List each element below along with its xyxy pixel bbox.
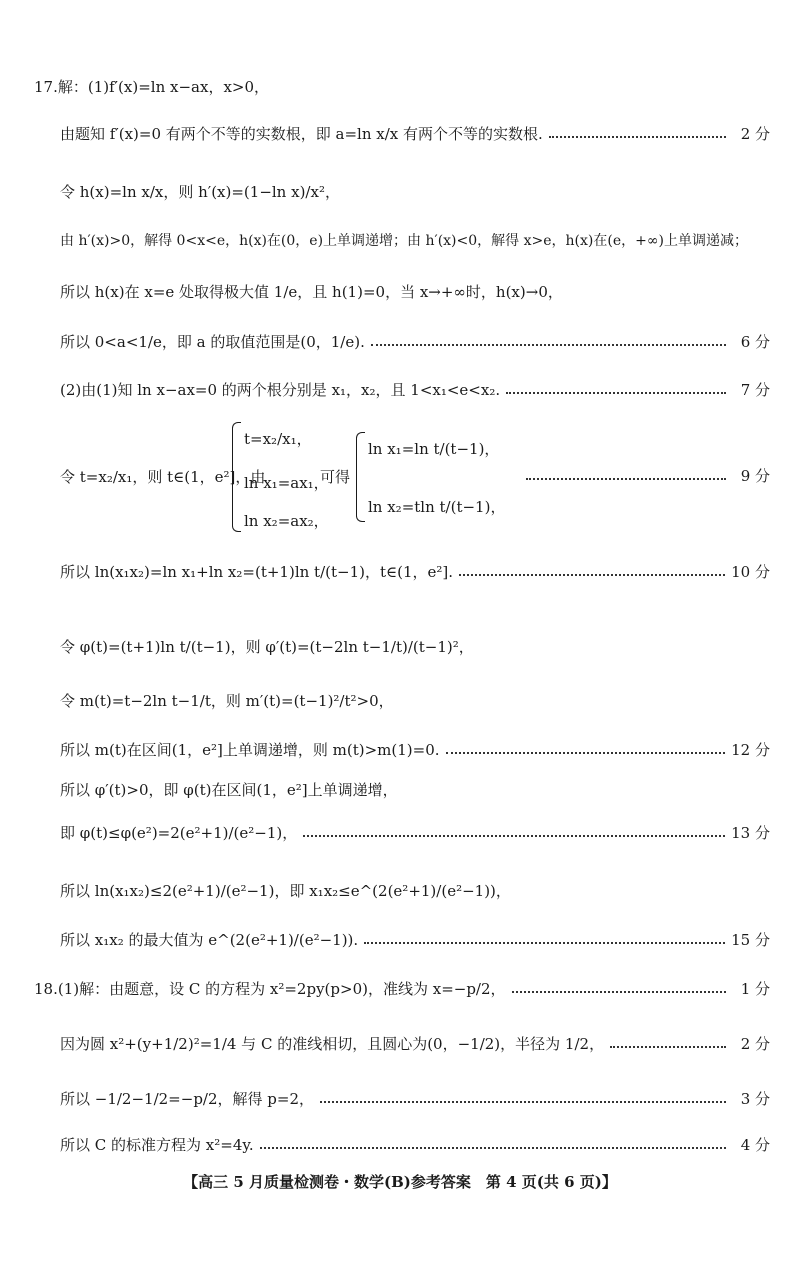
score-label: 2 分	[740, 1035, 770, 1053]
solution-line	[60, 381, 770, 399]
line-text: 所以 0<a<1/e，即 a 的取值范围是(0，1/e).	[60, 333, 365, 351]
left-brace	[232, 422, 241, 532]
system-case: ln x₂=tln t/(t−1)，	[368, 498, 506, 516]
solution-line	[60, 1035, 770, 1053]
line-text: 由题知 f′(x)=0 有两个不等的实数根，即 a=ln x/x 有两个不等的实数根.	[60, 125, 543, 143]
solution-line	[60, 1090, 770, 1108]
system-score-row	[520, 465, 770, 486]
system-case: ln x₂=ax₂，	[244, 512, 329, 530]
leader-dots	[506, 392, 726, 394]
line-text: 所以 x₁x₂ 的最大值为 e^(2(e²+1)/(e²−1)).	[60, 931, 359, 949]
score-label: 9 分	[740, 467, 770, 485]
leader-dots	[364, 942, 725, 944]
line-text: 即 φ(t)≤φ(e²)=2(e²+1)/(e²−1)，	[60, 824, 298, 842]
line-text: (2)由(1)知 ln x−ax=0 的两个根分别是 x₁，x₂，且 1<x₁<e<x₂.	[60, 381, 501, 399]
solution-line	[60, 283, 770, 301]
line-text: 令 h(x)=ln x/x，则 h′(x)=(1−ln x)/x²，	[60, 183, 340, 201]
solution-line	[60, 333, 770, 351]
equation-system	[60, 420, 770, 535]
line-text: 所以 ln(x₁x₂)≤2(e²+1)/(e²−1)，即 x₁x₂≤e^(2(e²+1)/(e²−1))，	[60, 882, 511, 900]
leader-dots	[610, 1046, 726, 1048]
line-text: 所以 φ′(t)>0，即 φ(t)在区间(1，e²]上单调递增，	[60, 781, 398, 799]
line-text: 所以 h(x)在 x=e 处取得极大值 1/e，且 h(1)=0，当 x→+∞时，h(x)→0，	[60, 283, 563, 301]
leader-dots	[260, 1147, 726, 1149]
score-label: 2 分	[740, 125, 770, 143]
score-label: 15 分	[731, 931, 770, 949]
leader-dots	[459, 574, 725, 576]
system-case: ln x₁=ln t/(t−1)，	[368, 440, 500, 458]
line-text: 17.解：(1)f′(x)=ln x−ax，x>0，	[34, 78, 270, 96]
score-label: 7 分	[740, 381, 770, 399]
score-label: 6 分	[740, 333, 770, 351]
line-text: 所以 C 的标准方程为 x²=4y.	[60, 1136, 254, 1154]
line-text: 所以 −1/2−1/2=−p/2，解得 p=2，	[60, 1090, 315, 1108]
leader-dots	[549, 136, 726, 138]
solution-line	[60, 882, 770, 900]
line-text: 由 h′(x)>0，解得 0<x<e，h(x)在(0，e)上单调递增；由 h′(x)<0，解得 x>e，h(x)在(e，+∞)上单调递减；	[60, 233, 748, 249]
solution-line	[60, 638, 770, 656]
leader-dots	[512, 991, 726, 993]
solution-line	[60, 1136, 770, 1154]
score-label: 3 分	[740, 1090, 770, 1108]
leader-dots	[446, 752, 726, 754]
score-label: 13 分	[731, 824, 770, 842]
leader-dots	[371, 344, 726, 346]
solution-line	[60, 563, 770, 581]
line-text: 18.(1)解：由题意，设 C 的方程为 x²=2py(p>0)，准线为 x=−p/2，	[34, 980, 506, 998]
solution-line	[60, 741, 770, 759]
system-intro: 令 t=x₂/x₁，则 t∈(1，e²]，由	[60, 468, 266, 486]
system-case: t=x₂/x₁，	[244, 430, 312, 448]
solution-line	[60, 692, 770, 710]
line-text: 令 m(t)=t−2ln t−1/t，则 m′(t)=(t−1)²/t²>0，	[60, 692, 394, 710]
line-text: 因为圆 x²+(y+1/2)²=1/4 与 C 的准线相切，且圆心为(0，−1/2)，半径为 1/2，	[60, 1035, 605, 1053]
system-case: ln x₁=ax₁，	[244, 474, 329, 492]
score-label: 1 分	[740, 980, 770, 998]
line-text: 所以 ln(x₁x₂)=ln x₁+ln x₂=(t+1)ln t/(t−1)，t∈(1，e²].	[60, 563, 454, 581]
solution-line	[60, 183, 770, 201]
line-text: 令 φ(t)=(t+1)ln t/(t−1)，则 φ′(t)=(t−2ln t−1/t)/(t−1)²，	[60, 638, 474, 656]
right-brace	[356, 432, 365, 522]
solution-line	[60, 125, 770, 143]
score-label: 10 分	[731, 563, 770, 581]
leader-dots	[320, 1101, 726, 1103]
system-middle: 可得	[320, 468, 351, 486]
leader-dots	[526, 478, 726, 480]
line-text: 所以 m(t)在区间(1，e²]上单调递增，则 m(t)>m(1)=0.	[60, 741, 440, 759]
page-footer: 【高三 5 月质量检测卷・数学(B)参考答案 第 4 页(共 6 页)】	[183, 1173, 617, 1191]
solution-line	[34, 980, 770, 998]
score-label: 12 分	[731, 741, 770, 759]
solution-line	[60, 781, 770, 799]
solution-line	[60, 931, 770, 949]
solution-line	[60, 233, 770, 250]
solution-line	[34, 78, 770, 96]
score-label: 4 分	[740, 1136, 770, 1154]
solution-line	[60, 824, 770, 842]
leader-dots	[303, 835, 725, 837]
